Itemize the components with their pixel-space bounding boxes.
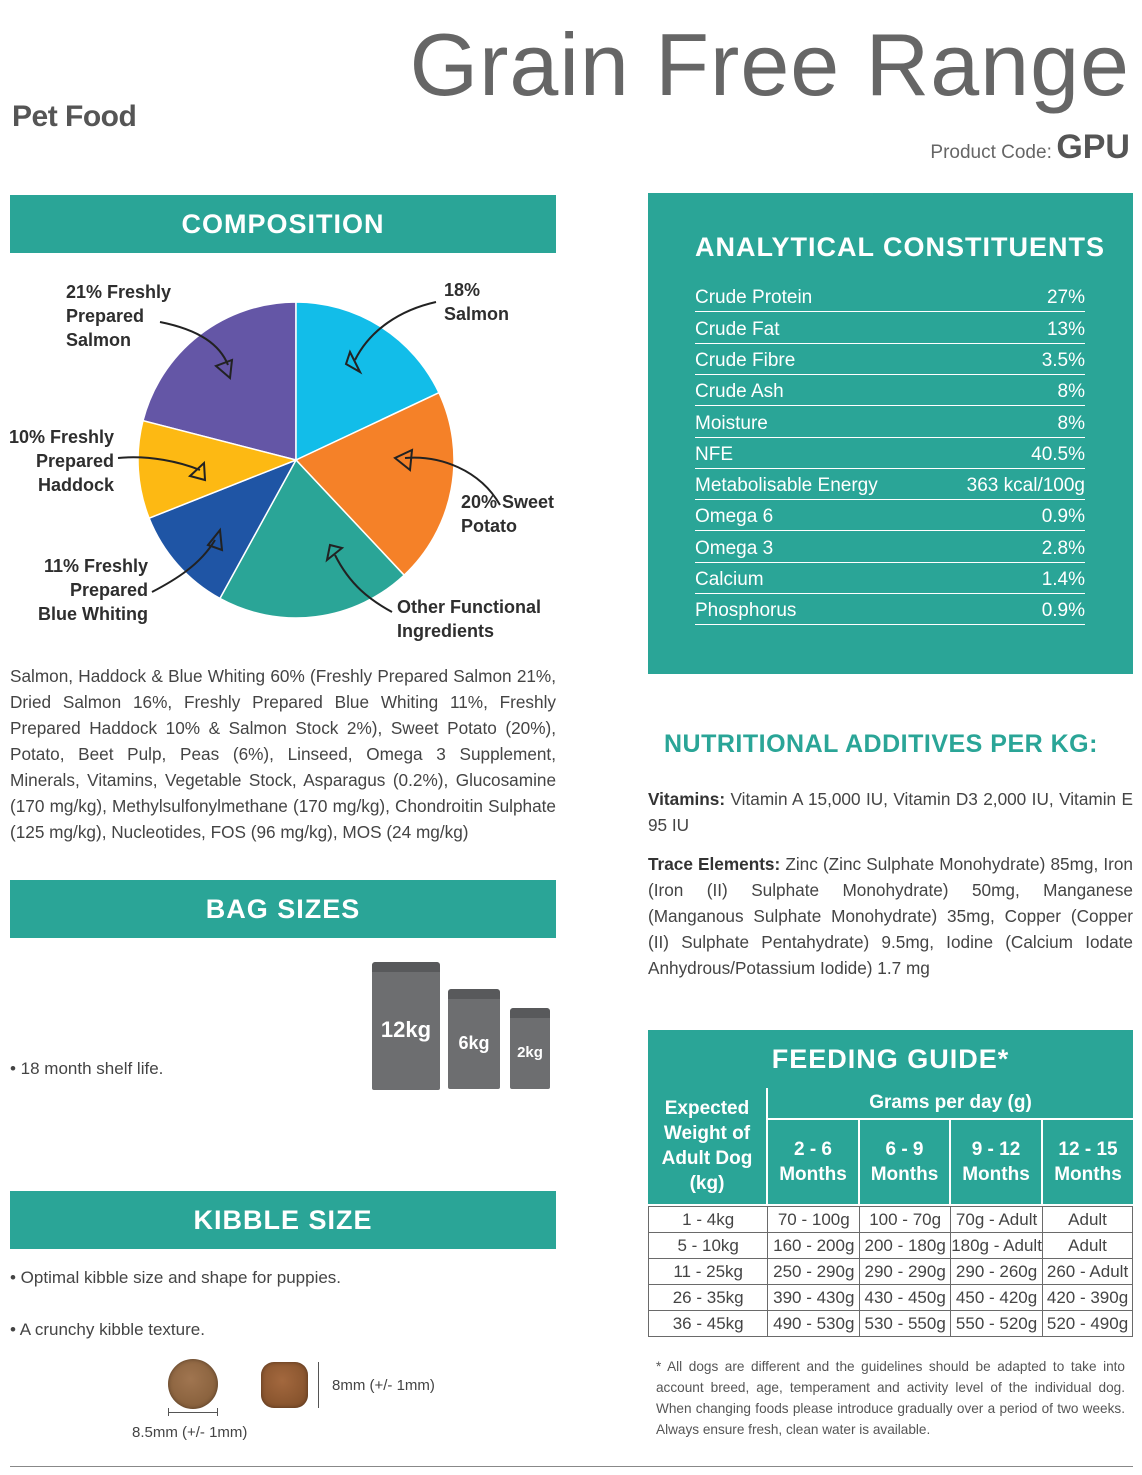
constituent-value: 0.9%	[1041, 600, 1085, 621]
header-line: 9 - 12	[971, 1139, 1021, 1160]
analytical-row	[695, 594, 1085, 625]
header-line: Months	[1054, 1164, 1122, 1185]
kibble-width-tick	[168, 1408, 169, 1416]
square-kibble-image	[261, 1362, 308, 1408]
age-header	[768, 1120, 860, 1204]
analytical-row	[695, 532, 1085, 563]
feeding-guide-heading: FEEDING GUIDE*	[648, 1030, 1133, 1088]
table-cell: 250 - 290g	[768, 1259, 860, 1285]
bag-6kg	[448, 989, 500, 1089]
vitamins-label: Vitamins:	[648, 789, 726, 809]
trace-elements-label: Trace Elements:	[648, 854, 781, 874]
table-cell: 530 - 550g	[860, 1311, 951, 1337]
kibble-height-marker	[318, 1362, 319, 1408]
table-cell: 36 - 45kg	[649, 1311, 768, 1337]
feeding-guide-header	[648, 1088, 1133, 1204]
table-cell: 11 - 25kg	[649, 1259, 768, 1285]
label-line: Other Functional	[397, 597, 541, 617]
table-cell: 290 - 290g	[860, 1259, 951, 1285]
weight-column-header	[648, 1088, 768, 1204]
pie-label-other	[397, 595, 541, 643]
header-line: Months	[779, 1164, 847, 1185]
constituent-name: Moisture	[695, 413, 768, 434]
constituent-value: 27%	[1046, 287, 1085, 308]
constituent-value: 3.5%	[1041, 350, 1085, 371]
bag-top	[510, 1008, 550, 1018]
table-cell: 430 - 450g	[860, 1285, 951, 1311]
vitamins-value: Vitamin A 15,000 IU, Vitamin D3 2,000 IU, Vitamin E 95 IU	[648, 789, 1133, 835]
constituent-value: 8%	[1057, 413, 1085, 434]
pie-label-salmon	[444, 278, 509, 326]
table-row	[649, 1311, 1133, 1337]
composition-heading: COMPOSITION	[10, 195, 556, 253]
header-line: (kg)	[689, 1173, 725, 1194]
kibble-width-tick	[217, 1408, 218, 1416]
page-title: Grain Free Range	[409, 15, 1130, 114]
table-cell: 1 - 4kg	[649, 1207, 768, 1233]
analytical-row	[695, 563, 1085, 594]
label-line: 18%	[444, 280, 481, 300]
kibble-height-label: 8mm (+/- 1mm)	[332, 1377, 435, 1394]
analytical-row	[695, 375, 1085, 406]
bag-top	[372, 962, 440, 972]
table-cell: 70g - Adult	[951, 1207, 1043, 1233]
analytical-row	[695, 281, 1085, 312]
table-cell: 180g - Adult	[951, 1233, 1043, 1259]
header-line: Adult Dog	[661, 1148, 753, 1169]
analytical-row	[695, 438, 1085, 469]
header-line: 6 - 9	[885, 1139, 924, 1160]
age-header	[1043, 1120, 1133, 1204]
label-line: Haddock	[37, 475, 114, 495]
ingredients-text: Salmon, Haddock & Blue Whiting 60% (Freshly Prepared Salmon 21%, Dried Salmon 16%, Freshly Prepared Blue Whiting 11%, Freshly Prepared Haddock 10% & Salmon Stock 2%), Sweet Potato (20%), Potato, Beet Pulp, Peas (6%), Linseed, Omega 3 Supplement, Minerals, Vitamins, Vegetable Stock, Asparagus (0.2%), Glucosamine (170 mg/kg), Methylsulfonylmethane (170 mg/kg), Chondroitin Sulphate (125 mg/kg), Nucleotides, FOS (96 mg/kg), MOS (24 mg/kg)	[10, 666, 556, 842]
header-line: Weight of	[663, 1123, 751, 1144]
age-header	[951, 1120, 1043, 1204]
product-code-value: GPU	[1056, 128, 1130, 166]
brand-name: Pet Food	[12, 100, 137, 133]
label-line: Blue Whiting	[38, 604, 148, 624]
table-row	[649, 1259, 1133, 1285]
pie-label-haddock	[8, 425, 114, 497]
table-cell: 490 - 530g	[768, 1311, 860, 1337]
bag-top	[448, 989, 500, 999]
label-line: 10% Freshly	[8, 427, 114, 447]
product-code-label: Product Code:	[930, 142, 1052, 163]
trace-elements-text	[648, 851, 1133, 981]
table-cell: 260 - Adult	[1043, 1259, 1133, 1285]
analytical-row	[695, 407, 1085, 438]
table-cell: 290 - 260g	[951, 1259, 1043, 1285]
label-line: Potato	[461, 516, 517, 536]
table-cell: 70 - 100g	[768, 1207, 860, 1233]
vitamins-text	[648, 786, 1133, 838]
header-line: 2 - 6	[793, 1139, 833, 1160]
age-header	[860, 1120, 951, 1204]
label-line: Prepared	[66, 306, 145, 326]
footer-divider	[10, 1466, 1133, 1467]
round-kibble-image	[168, 1359, 218, 1409]
constituent-value: 0.9%	[1041, 506, 1085, 527]
kibble-point: • Optimal kibble size and shape for puppies.	[10, 1268, 342, 1287]
feeding-guide-table	[648, 1206, 1133, 1337]
table-cell: 5 - 10kg	[649, 1233, 768, 1259]
bag-label: 2kg	[517, 1044, 543, 1061]
label-line: Prepared	[35, 451, 114, 471]
analytical-row	[695, 469, 1085, 500]
additives-heading: NUTRITIONAL ADDITIVES PER KG:	[664, 730, 1098, 758]
pie-label-freshly-salmon	[66, 280, 171, 352]
table-cell: 520 - 490g	[1043, 1311, 1133, 1337]
analytical-heading: ANALYTICAL CONSTITUENTS	[695, 232, 1106, 262]
constituent-value: 2.8%	[1041, 538, 1085, 559]
header-line: 12 - 15	[1058, 1139, 1118, 1160]
pie-label-sweet-potato	[461, 490, 554, 538]
kibble-size-heading: KIBBLE SIZE	[10, 1191, 556, 1249]
table-cell: Adult	[1043, 1233, 1133, 1259]
constituent-name: Metabolisable Energy	[695, 475, 878, 496]
analytical-row	[695, 500, 1085, 531]
constituent-value: 1.4%	[1041, 569, 1085, 590]
table-cell: 450 - 420g	[951, 1285, 1043, 1311]
constituent-name: Crude Fibre	[695, 350, 796, 371]
header-line: Months	[870, 1164, 939, 1185]
analytical-row	[695, 313, 1085, 344]
constituent-name: NFE	[695, 444, 733, 465]
label-line: Ingredients	[397, 621, 495, 641]
kibble-point: • A crunchy kibble texture.	[10, 1320, 205, 1339]
label-line: 11% Freshly	[43, 556, 148, 576]
product-code	[930, 128, 1130, 167]
constituent-value: 13%	[1046, 319, 1085, 340]
constituent-name: Calcium	[695, 569, 764, 590]
table-row	[649, 1233, 1133, 1259]
table-row	[649, 1285, 1133, 1311]
label-line: Salmon	[66, 330, 132, 350]
shelf-life-text: • 18 month shelf life.	[10, 1059, 164, 1078]
kibble-width-label: 8.5mm (+/- 1mm)	[132, 1424, 248, 1441]
table-cell: 160 - 200g	[768, 1233, 860, 1259]
label-line: 20% Sweet	[461, 492, 555, 512]
header-line: Expected	[664, 1098, 750, 1119]
trace-elements-value: Zinc (Zinc Sulphate Monohydrate) 85mg, Iron (Iron (II) Sulphate Monohydrate) 50mg, Manganese (Manganous Sulphate Monohydrate) 35mg, Copper (Copper (II) Sulphate Pentahydrate) 9.5mg, Iodine (Calcium Iodate Anhydrous/Potassium Iodide) 1.7 mg	[648, 854, 1133, 978]
table-cell: 200 - 180g	[860, 1233, 951, 1259]
header-line: Months	[962, 1164, 1030, 1185]
table-row	[649, 1207, 1133, 1233]
bag-label: 6kg	[458, 1033, 490, 1053]
table-cell: 390 - 430g	[768, 1285, 860, 1311]
label-line: 21% Freshly	[66, 282, 172, 302]
constituent-name: Phosphorus	[695, 600, 797, 621]
table-cell: 100 - 70g	[860, 1207, 951, 1233]
grams-per-day-header: Grams per day (g)	[768, 1088, 1133, 1120]
bag-2kg	[510, 1008, 550, 1089]
constituent-value: 40.5%	[1031, 444, 1085, 465]
table-cell: 420 - 390g	[1043, 1285, 1133, 1311]
kibble-width-marker	[168, 1412, 218, 1413]
constituent-value: 8%	[1057, 381, 1085, 402]
bag-12kg	[372, 962, 440, 1090]
constituent-name: Omega 6	[695, 506, 774, 527]
constituent-name: Crude Ash	[695, 381, 784, 402]
constituent-name: Crude Fat	[695, 319, 780, 340]
table-cell: Adult	[1043, 1207, 1133, 1233]
pie-label-blue-whiting	[20, 554, 148, 626]
label-line: Prepared	[69, 580, 148, 600]
constituent-value: 363 kcal/100g	[966, 475, 1085, 496]
constituent-name: Omega 3	[695, 538, 774, 559]
label-line: Salmon	[444, 304, 510, 324]
bag-sizes-heading: BAG SIZES	[10, 880, 556, 938]
table-cell: 26 - 35kg	[649, 1285, 768, 1311]
feeding-note: * All dogs are different and the guidelines should be adapted to take into account breed, age, temperament and activity level of the individual dog. When changing foods please introduce gradually over a period of two weeks. Always ensure fresh, clean water is available.	[656, 1359, 1125, 1437]
constituent-name: Crude Protein	[695, 287, 813, 308]
bag-label: 12kg	[380, 1017, 432, 1042]
analytical-row	[695, 344, 1085, 375]
table-cell: 550 - 520g	[951, 1311, 1043, 1337]
